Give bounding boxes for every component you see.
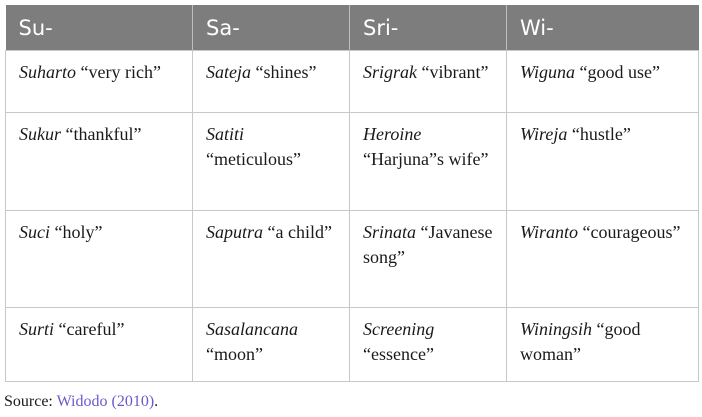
names-table: [5, 5, 699, 382]
table-cell: [193, 308, 350, 382]
name-meaning: “thankful”: [61, 124, 142, 144]
table-cell: [193, 211, 350, 308]
table-cell: [350, 308, 507, 382]
source-prefix: Source:: [4, 393, 57, 410]
name-term: Suci: [19, 222, 50, 242]
name-term: Heroine: [363, 124, 422, 144]
table-row: [6, 211, 699, 308]
name-meaning: “hustle”: [567, 124, 631, 144]
name-term: Saputra: [206, 222, 264, 242]
name-meaning: “good woman”: [520, 319, 641, 364]
table-row: [6, 51, 699, 113]
name-term: Sateja: [206, 62, 251, 82]
table-row: [6, 113, 699, 211]
table-cell: [507, 51, 699, 113]
name-meaning: “holy”: [50, 222, 103, 242]
table-cell: [6, 211, 193, 308]
source-note: [4, 393, 158, 411]
name-term: Sukur: [19, 124, 61, 144]
table-cell: [507, 113, 699, 211]
source-citation-link[interactable]: Widodo (2010): [56, 393, 155, 410]
name-meaning: “shines”: [251, 62, 317, 82]
name-meaning: “careful”: [54, 319, 125, 339]
header-row: [6, 5, 699, 51]
name-meaning: “vibrant”: [417, 62, 489, 82]
name-meaning: “meticulous”: [206, 149, 301, 169]
table-cell: [6, 113, 193, 211]
table-cell: [350, 51, 507, 113]
names-table-container: [5, 5, 698, 382]
header-cell-sa: Sa-: [193, 5, 350, 51]
name-meaning: “Harjuna”s wife”: [363, 149, 489, 169]
header-cell-sri: Sri-: [350, 5, 507, 51]
name-term: Satiti: [206, 124, 245, 144]
table-cell: [193, 113, 350, 211]
table-cell: [507, 211, 699, 308]
table-cell: [193, 51, 350, 113]
name-term: Surti: [19, 319, 55, 339]
table-cell: [350, 113, 507, 211]
name-term: Screening: [363, 319, 435, 339]
table-cell: [350, 211, 507, 308]
header-cell-wi: Wi-: [507, 5, 699, 51]
table-row: [6, 308, 699, 382]
name-term: Wireja: [520, 124, 568, 144]
name-term: Srinata: [363, 222, 417, 242]
table-cell: [6, 51, 193, 113]
name-term: Wiranto: [520, 222, 579, 242]
name-meaning: “courageous”: [578, 222, 681, 242]
name-term: Winingsih: [520, 319, 593, 339]
header-cell-su: Su-: [6, 5, 193, 51]
source-suffix: .: [154, 393, 159, 410]
table-cell: [6, 308, 193, 382]
name-term: Srigrak: [363, 62, 417, 82]
name-meaning: “good use”: [575, 62, 660, 82]
table-cell: [507, 308, 699, 382]
name-meaning: “a child”: [263, 222, 332, 242]
name-term: Wiguna: [520, 62, 576, 82]
name-term: Sasalancana: [206, 319, 298, 339]
name-meaning: “Javanese song”: [363, 222, 493, 267]
name-meaning: “essence”: [363, 344, 434, 364]
name-meaning: “moon”: [206, 344, 263, 364]
name-term: Suharto: [19, 62, 77, 82]
name-meaning: “very rich”: [76, 62, 161, 82]
